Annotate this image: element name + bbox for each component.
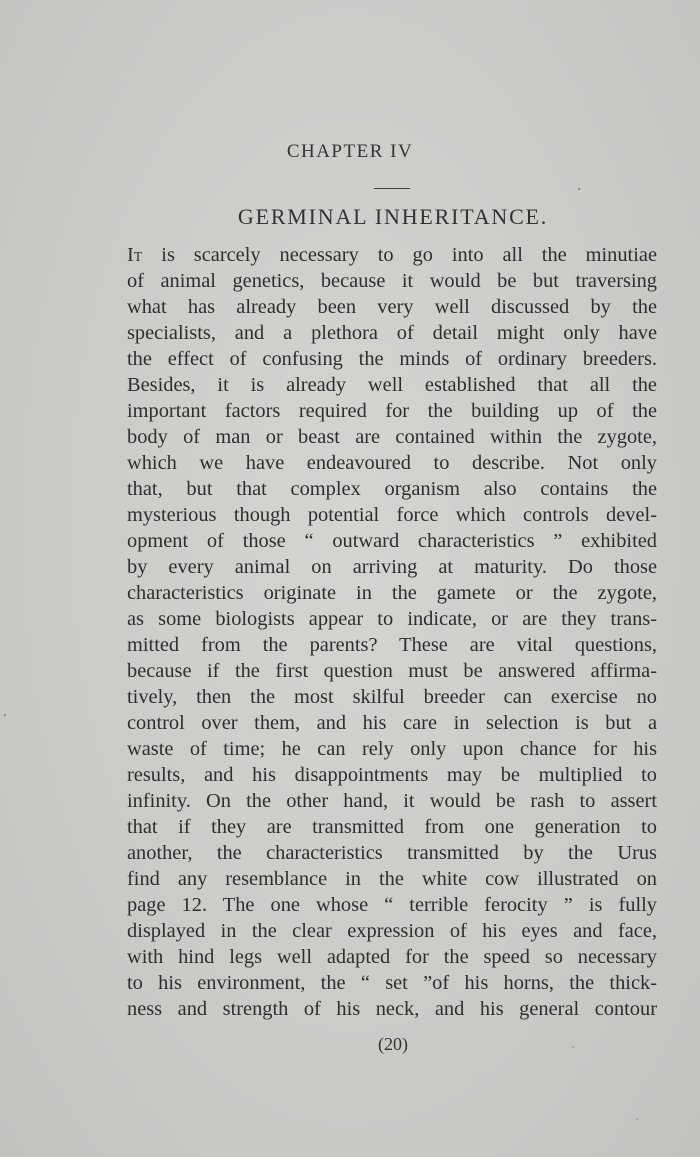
text-line: of animal genetics, because it would be but traversing: [127, 270, 657, 292]
text-line: mitted from the parents? These are vital questions,: [127, 634, 657, 656]
section-title: GERMINAL INHERITANCE.: [237, 204, 549, 229]
text-line: as some biologists appear to indicate, or are they trans-: [127, 608, 657, 630]
text-line: infinity. On the other hand, it would be rash to assert: [127, 790, 657, 812]
paper-speck: [578, 188, 580, 190]
text-line: opment of those “ outward characteristics ” exhibited: [127, 530, 657, 552]
body-paragraph: [127, 242, 657, 1022]
text-line: find any resemblance in the white cow illustrated on: [127, 868, 657, 890]
opening-word: It: [127, 244, 143, 266]
text-line: what has already been very well discussed by the: [127, 296, 657, 318]
text-line: important factors required for the building up of the: [127, 400, 657, 422]
text-line: specialists, and a plethora of detail might only have: [127, 322, 657, 344]
text-line: that if they are transmitted from one generation to: [127, 816, 657, 838]
text-line: to his environment, the “ set ”of his horns, the thick-: [127, 972, 657, 994]
text-line: which we have endeavoured to describe. Not only: [127, 452, 657, 474]
text-line: another, the characteristics transmitted by the Urus: [127, 842, 657, 864]
paper-speck: [4, 714, 6, 716]
text-line: ness and strength of his neck, and his general contour: [127, 998, 657, 1020]
text-line: by every animal on arriving at maturity. Do those: [127, 556, 657, 578]
text-line: that, but that complex organism also contains the: [127, 478, 657, 500]
paper-speck: [636, 1118, 638, 1120]
text-line: the effect of confusing the minds of ordinary breeders.: [127, 348, 657, 370]
text-line: control over them, and his care in selection is but a: [127, 712, 657, 734]
text-line: waste of time; he can rely only upon chance for his: [127, 738, 657, 760]
text-line: tively, then the most skilful breeder can exercise no: [127, 686, 657, 708]
section-divider-rule: [374, 188, 410, 189]
chapter-label: CHAPTER IV: [286, 141, 414, 162]
text-line: with hind legs well adapted for the speed so necessary: [127, 946, 657, 968]
text-line: page 12. The one whose “ terrible ferocity ” is fully: [127, 894, 657, 916]
text-line: displayed in the clear expression of his eyes and face,: [127, 920, 657, 942]
text-line: mysterious though potential force which controls devel-: [127, 504, 657, 526]
text-line: body of man or beast are contained within the zygote,: [127, 426, 657, 448]
paper-speck: [572, 1046, 574, 1048]
text-line: It is scarcely necessary to go into all the minutiae: [127, 244, 657, 266]
page-number: (20): [378, 1034, 408, 1054]
text-line: Besides, it is already well established that all the: [127, 374, 657, 396]
text-line: results, and his disappointments may be multiplied to: [127, 764, 657, 786]
text-line: characteristics originate in the gamete or the zygote,: [127, 582, 657, 604]
text-line: because if the first question must be answered affirma-: [127, 660, 657, 682]
